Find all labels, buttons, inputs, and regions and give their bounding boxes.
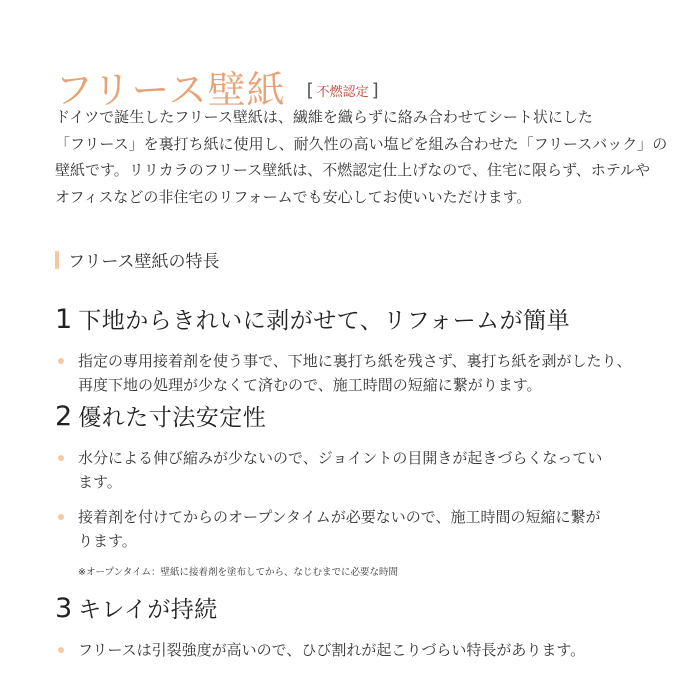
feature-title: [55, 302, 655, 335]
bullet-item: [55, 446, 655, 494]
bullet-item: [55, 505, 655, 553]
feature-2: [55, 399, 655, 578]
feature-bullets: [55, 446, 655, 553]
intro-line: 壁紙です。リリカラのフリース壁紙は、不燃認定仕上げなので、住宅に限らず、ホテルや: [55, 161, 651, 179]
bullet-dot-icon: [58, 647, 64, 653]
intro-line: ドイツで誕生したフリース壁紙は、繊維を織らずに絡み合わせてシート状にした: [55, 108, 593, 126]
bullet-line: 指定の専用接着剤を使う事で、下地に裏打ち紙を残さず、裏打ち紙を剥がしたり、: [78, 352, 632, 370]
bullet-item: [55, 638, 655, 662]
intro-line: 「フリース」を裏打ち紙に使用し、耐久性の高い塩ビを組み合わせた「フリースバック」の: [55, 134, 668, 153]
section-heading-text: フリース壁紙の特長: [68, 252, 220, 272]
bullet-line: 再度下地の処理が少なくて済むので、施工時間の短縮に繋がります。: [78, 376, 542, 394]
feature-title-text: 下地からきれいに剥がせて、リフォームが簡単: [78, 308, 571, 334]
intro-line: オフィスなどの非住宅のリフォームでも安心してお使いいただけます。: [55, 187, 532, 206]
badge-label: 不燃認定: [316, 84, 369, 100]
badge-bracket-close: ]: [371, 79, 379, 101]
certification-badge: [304, 80, 382, 101]
footnote: ※オープンタイム：壁紙に接着剤を塗布してから、なじむまでに必要な時間: [78, 567, 399, 578]
feature-title: [55, 399, 655, 432]
feature-1: [55, 302, 655, 408]
bullet-line: ます。: [78, 473, 122, 491]
bullet-dot-icon: [58, 358, 64, 364]
feature-bullets: [55, 349, 655, 397]
bullet-line: 水分による伸び縮みが少ないので、ジョイントの目開きが起きづらくなってい: [78, 449, 603, 467]
bullet-dot-icon: [58, 514, 64, 520]
bullet-item: [55, 349, 655, 397]
bullet-dot-icon: [58, 455, 64, 461]
feature-number: 3: [55, 593, 73, 624]
feature-title-text: キレイが持続: [78, 597, 218, 623]
intro-paragraph: [55, 104, 668, 210]
feature-title-text: 優れた寸法安定性: [78, 405, 267, 431]
badge-bracket-open: [: [306, 79, 314, 101]
feature-bullets: [55, 638, 655, 662]
bullet-line: フリースは引裂強度が高いので、ひび割れが起こりづらい特長があります。: [78, 641, 586, 659]
section-heading: [55, 247, 219, 272]
feature-title: [55, 591, 655, 624]
bullet-line: ります。: [78, 532, 137, 550]
bullet-line: 接着剤を付けてからのオープンタイムが必要ないので、施工時間の短縮に繋が: [78, 508, 601, 526]
section-accent-bar: [55, 251, 59, 269]
page-title: フリース壁紙: [55, 68, 286, 113]
feature-3: [55, 591, 655, 673]
feature-number: 2: [55, 401, 73, 432]
feature-number: 1: [55, 304, 73, 335]
